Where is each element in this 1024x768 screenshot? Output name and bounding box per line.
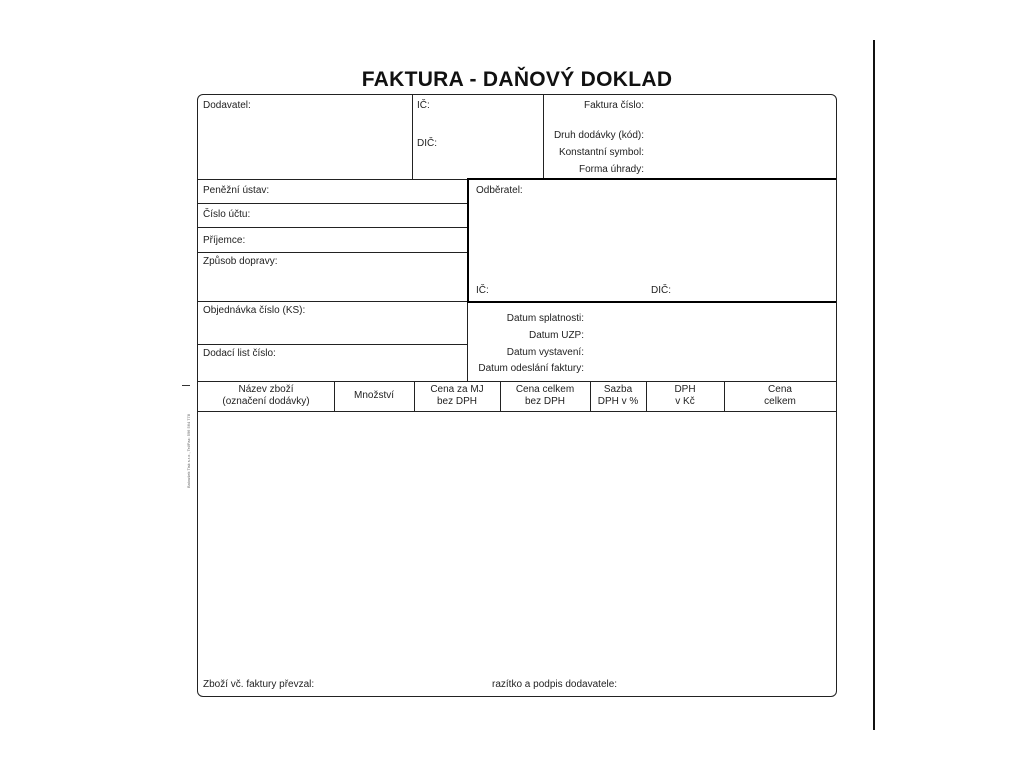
th-cena-mj-line2: bez DPH (436, 396, 477, 407)
customer-box-top (467, 178, 836, 180)
th-sazba-dph (590, 384, 646, 408)
side-tick-mark (182, 385, 190, 386)
datum-splatnosti-label: Datum splatnosti: (506, 313, 584, 324)
th-mnozstvi-line1: Množství (353, 390, 394, 401)
objednavka-label: Objednávka číslo (KS): (203, 305, 306, 316)
customer-dic-label: DIČ: (651, 285, 671, 296)
customer-box-left (467, 178, 469, 303)
faktura-cislo-label: Faktura číslo: (583, 100, 644, 111)
supplier-ic-label: IČ: (417, 100, 430, 111)
divider-bank-2 (198, 227, 467, 228)
th-dph-kc (646, 384, 724, 408)
divider-order-1 (198, 344, 467, 345)
divider-bank-4 (198, 301, 467, 302)
dodavatel-label: Dodavatel: (203, 100, 251, 111)
zpusob-dopravy-label: Způsob dopravy: (203, 256, 278, 267)
sheet-edge-line (873, 40, 875, 730)
divider-top-left (198, 179, 467, 180)
divider-bank-1 (198, 203, 467, 204)
datum-vystaveni-label: Datum vystavení: (506, 347, 584, 358)
datum-odeslani-label: Datum odeslání faktury: (478, 363, 584, 374)
th-sazba-line2: DPH v % (597, 396, 639, 407)
customer-ic-label: IČ: (476, 285, 489, 296)
th-dph-line2: v Kč (675, 396, 695, 407)
konstantni-symbol-label: Konstantní symbol: (558, 147, 644, 158)
th-cena-celkem-line1: Cena celkem (515, 384, 575, 395)
th-dph-line1: DPH (674, 384, 696, 395)
dodaci-list-label: Dodací list číslo: (203, 348, 276, 359)
odberatel-label: Odběratel: (476, 185, 523, 196)
th-cena-mj (414, 384, 500, 408)
table-header-bottom (198, 411, 836, 412)
divider-order-dates (467, 303, 468, 381)
th-cena-celkem (724, 384, 836, 408)
customer-box-bottom (467, 301, 836, 303)
th-nazev-zbozi (198, 384, 334, 408)
th-sazba-line1: Sazba (603, 384, 633, 395)
document-title: FAKTURA - DAŇOVÝ DOKLAD (361, 68, 673, 91)
razitko-podpis-label: razítko a podpis dodavatele: (492, 679, 618, 690)
zbozi-prevzal-label: Zboží vč. faktury převzal: (203, 679, 315, 690)
druh-dodavky-label: Druh dodávky (kód): (553, 130, 644, 141)
th-mnozstvi (334, 390, 414, 402)
th-cena-celkem-line2: bez DPH (524, 396, 565, 407)
datum-uzp-label: Datum UZP: (528, 330, 584, 341)
forma-uhrady-label: Forma úhrady: (578, 164, 644, 175)
th-nazev-line1: Název zboží (238, 384, 294, 395)
th-nazev-line2: (označení dodávky) (222, 396, 310, 407)
penezni-ustav-label: Peněžní ústav: (203, 185, 270, 196)
th-cena-line1: Cena (768, 384, 792, 395)
table-header-top (198, 381, 836, 382)
th-cena-celkem-bez-dph (500, 384, 590, 408)
divider-supplier-ic (412, 95, 413, 179)
prijemce-label: Příjemce: (203, 235, 246, 246)
supplier-dic-label: DIČ: (417, 138, 437, 149)
th-cena-mj-line1: Cena za MJ (430, 384, 484, 395)
th-cena-line2: celkem (764, 396, 796, 407)
cislo-uctu-label: Číslo účtu: (203, 209, 251, 220)
divider-bank-3 (198, 252, 467, 253)
printer-imprint: Baloušek Tisk s.r.o., Tel/Fax: 596 564 778 (186, 414, 191, 488)
